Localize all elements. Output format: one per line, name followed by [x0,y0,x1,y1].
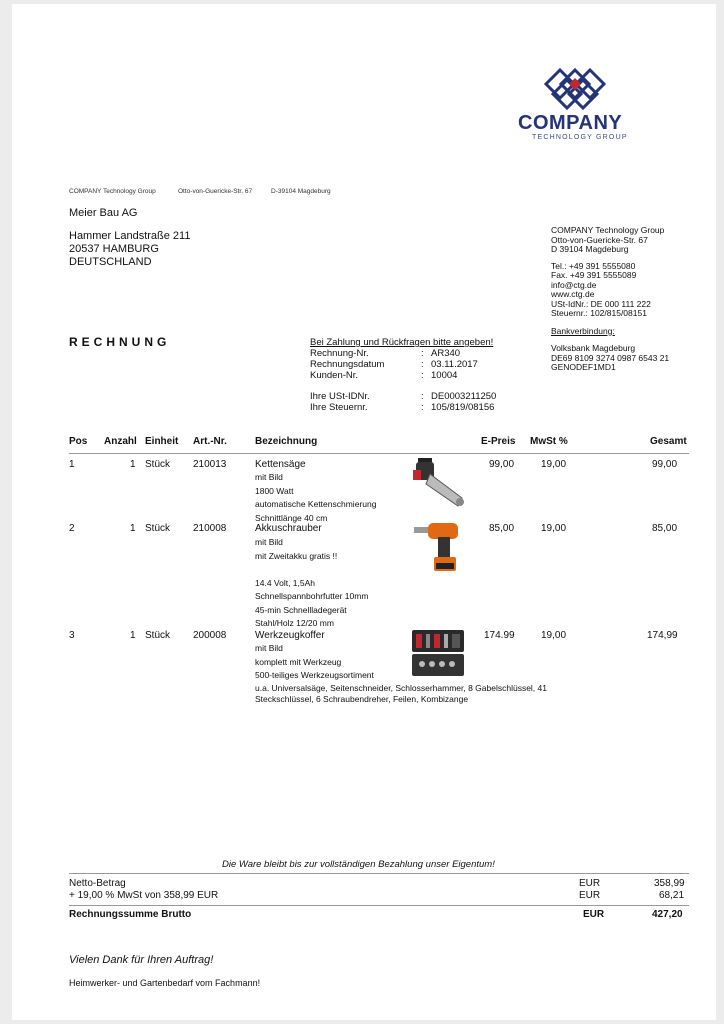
netto-label: Netto-Betrag [69,878,126,889]
cell-anzahl: 1 [130,630,136,641]
description-line: 1800 Watt [255,485,294,496]
company-info-block [551,226,669,373]
netto-currency: EUR [579,878,601,889]
cell-pos: 2 [69,523,75,534]
cell-epreis: 174.99 [484,630,515,641]
cell-bezeichnung: Werkzeugkoffer [255,630,325,641]
cell-epreis: 85,00 [489,523,515,534]
description-line: automatische Kettenschmierung [255,499,377,509]
company-logo-name: COMPANY [518,112,623,134]
company-info-line: D 39104 Magdeburg [551,244,629,254]
sender-line-street: Otto-von-Guericke-Str. 67 [178,188,253,195]
description-line: Schnittlänge 40 cm [255,512,328,523]
meta-colon: : [421,402,424,413]
cell-mwst: 19,00 [541,630,567,641]
cell-pos: 3 [69,630,75,641]
meta-value: DE0003211250 [431,391,497,402]
company-info-line: COMPANY Technology Group [551,225,665,235]
bank-line: Volksbank Magdeburg [551,343,636,353]
summary-divider [69,873,689,874]
cell-gesamt: 174,99 [647,630,678,641]
description-line: 14.4 Volt, 1,5Ah [255,577,316,588]
col-header-einheit: Einheit [145,436,179,447]
cell-mwst: 19,00 [541,523,567,534]
cell-description [255,471,376,525]
description-line: 45-min Schnellladegerät [255,604,347,615]
col-header-mwst: MwSt % [530,436,568,447]
company-logo-icon [542,66,608,112]
total-divider [69,905,689,906]
recipient-country: DEUTSCHLAND [69,256,152,268]
mwst-label: + 19,00 % MwSt von 358,99 EUR [69,890,219,901]
description-line: mit Zweitakku gratis !! [255,550,338,561]
meta-label: Ihre USt-IDNr. [310,391,370,402]
cell-bezeichnung: Kettensäge [255,459,306,470]
col-header-bezeichnung: Bezeichnung [255,436,318,447]
cell-anzahl: 1 [130,523,136,534]
meta-colon: : [421,348,424,359]
company-info-line: www.ctg.de [551,289,595,299]
brutto-label: Rechnungssumme Brutto [69,909,192,920]
meta-label: Ihre Steuernr. [310,402,368,413]
meta-colon: : [421,391,424,402]
cell-einheit: Stück [145,630,171,641]
cell-art: 210013 [193,459,227,470]
meta-colon: : [421,359,424,370]
col-header-pos: Pos [69,436,88,447]
col-header-anzahl: Anzahl [104,436,137,447]
bank-heading: Bankverbindung: [551,325,615,336]
company-info-line: Steuernr.: 102/815/08151 [551,308,647,318]
company-info-line: Otto-von-Guericke-Str. 67 [551,234,648,245]
company-info-line: info@ctg.de [551,279,597,290]
recipient-city: 20537 HAMBURG [69,243,159,255]
meta-value: 03.11.2017 [431,359,478,370]
cell-einheit: Stück [145,523,171,534]
description-line: Schnellspannbohrfutter 10mm [255,591,369,601]
meta-value: 105/819/08156 [431,402,495,413]
cell-pos: 1 [69,459,75,470]
meta-value: AR340 [431,348,461,359]
company-info-line: Fax. +49 391 5555089 [551,270,637,280]
brutto-currency: EUR [583,909,605,920]
col-header-art: Art.-Nr. [193,436,227,447]
spacer [255,563,368,577]
cell-description [255,536,368,631]
meta-label: Kunden-Nr. [310,370,359,381]
cell-anzahl: 1 [130,459,136,470]
ownership-note: Die Ware bleibt bis zur vollständigen Bezahlung unser Eigentum! [222,859,495,870]
cell-mwst: 19,00 [541,459,567,470]
meta-heading: Bei Zahlung und Rückfragen bitte angeben! [310,337,494,348]
thanks-text: Vielen Dank für Ihren Auftrag! [69,954,214,966]
company-logo-subtitle: TECHNOLOGY GROUP [532,134,628,141]
cell-epreis: 99,00 [489,459,515,470]
cell-gesamt: 85,00 [652,523,678,534]
slogan-text: Heimwerker- und Gartenbedarf vom Fachmann! [69,978,261,988]
cell-bezeichnung: Akkuschrauber [255,523,322,534]
meta-colon: : [421,370,424,381]
meta-label: Rechnung-Nr. [310,348,369,359]
col-header-gesamt: Gesamt [650,436,687,447]
brutto-value: 427,20 [652,909,683,920]
netto-value: 358,99 [654,878,685,889]
description-line: mit Bild [255,537,283,547]
description-line: komplett mit Werkzeug [255,656,342,667]
description-line: 500-teiliges Werkzeugsortiment [255,670,374,680]
company-info-line: USt-IdNr.: DE 000 111 222 [551,298,651,309]
invoice-title: RECHNUNG [69,335,171,349]
mwst-currency: EUR [579,890,601,901]
invoice-page [12,4,716,1020]
description-line: Steckschlüssel, 6 Schraubendreher, Feilen, Kombizange [255,693,469,704]
recipient-street: Hammer Landstraße 211 [69,230,191,242]
chainsaw-image [410,456,468,512]
description-line: mit Bild [255,472,283,482]
sender-line-company: COMPANY Technology Group [69,188,156,195]
toolbox-image [410,626,466,680]
description-line: u.a. Universalsäge, Seitenschneider, Schlosserhammer, 8 Gabelschlüssel, 41 [255,682,547,693]
recipient-name: Meier Bau AG [69,207,138,219]
cell-gesamt: 99,00 [652,459,678,470]
sender-line-city: D-39104 Magdeburg [271,188,331,195]
col-header-epreis: E-Preis [481,436,516,447]
cell-einheit: Stück [145,459,171,470]
meta-label: Rechnungsdatum [310,359,385,370]
mwst-value: 68,21 [659,890,685,901]
bank-line: GENODEF1MD1 [551,362,616,372]
description-line: mit Bild [255,643,283,653]
bank-line: DE69 8109 3274 0987 6543 21 [551,352,670,363]
meta-value: 10004 [431,370,458,381]
cell-art: 210008 [193,523,227,534]
table-header-divider [69,453,689,454]
company-info-line: Tel.: +49 391 5555080 [551,260,636,271]
description-line: Stahl/Holz 12/20 mm [255,618,334,628]
cell-description [255,642,547,705]
drill-image [412,519,464,575]
cell-art: 200008 [193,630,227,641]
